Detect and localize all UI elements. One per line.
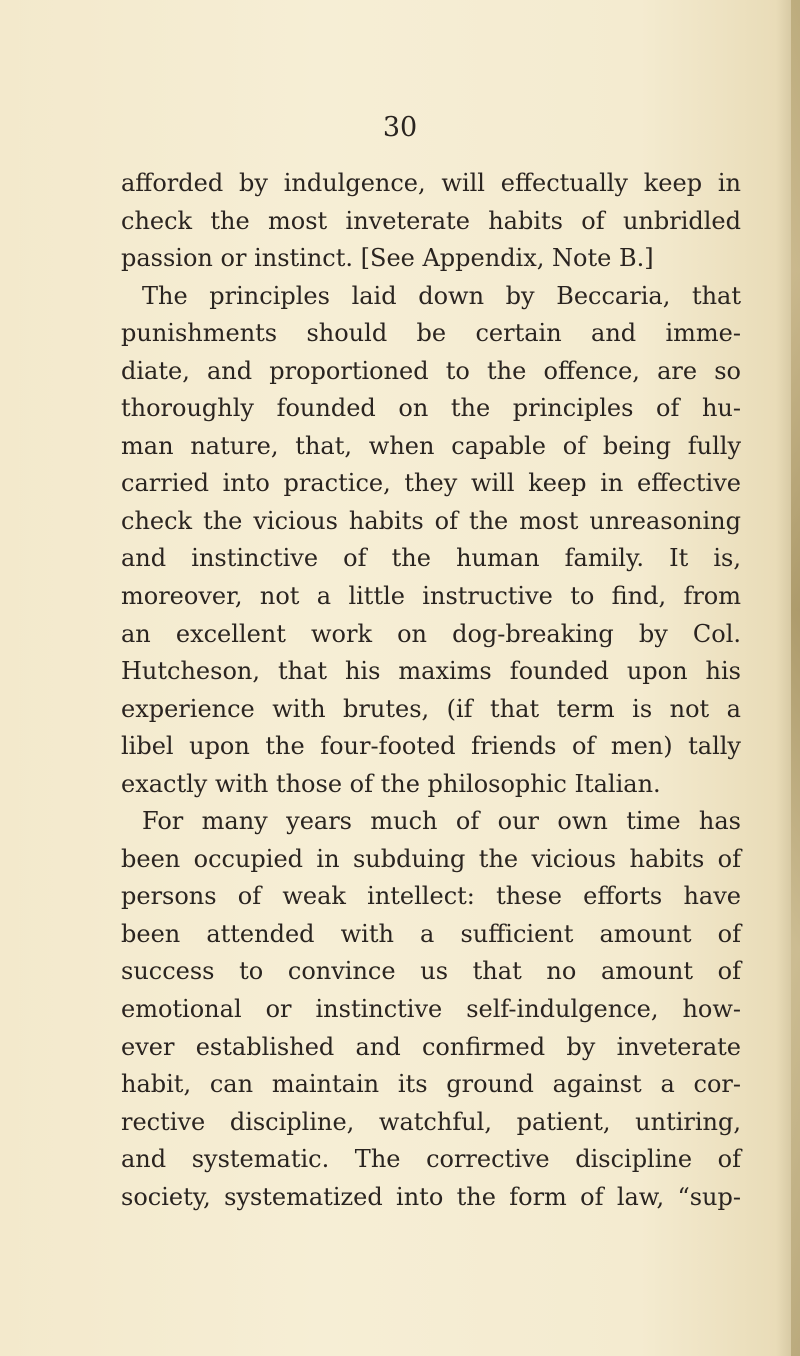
text-line: and instinctive of the human family. It is, (121, 544, 741, 573)
text-line: been occupied in subduing the vicious habits of (121, 844, 741, 873)
text-line: emotional or instinctive self-indulgence, how- (121, 995, 741, 1024)
text-line: habit, can maintain its ground against a cor- (121, 1070, 741, 1099)
text-line: check the vicious habits of the most unreasoning (121, 506, 741, 535)
page-number: 30 (382, 112, 418, 143)
text-line: For many years much of our own time has (142, 807, 741, 836)
text-line: rective discipline, watchful, patient, untiring, (121, 1107, 741, 1136)
text-line: society, systematized into the form of law, “sup- (121, 1182, 741, 1211)
text-line: exactly with those of the philosophic Italian. (121, 769, 661, 798)
text-line: an excellent work on dog-breaking by Col. (121, 619, 741, 648)
text-line: The principles laid down by Beccaria, that (142, 281, 741, 310)
text-line: success to convince us that no amount of (121, 957, 741, 986)
text-line: Hutcheson, that his maxims founded upon his (121, 657, 741, 686)
text-line: afforded by indulgence, will effectually keep in (121, 169, 741, 197)
text-line: libel upon the four-footed friends of men) tally (121, 732, 741, 761)
text-line: experience with brutes, (if that term is not a (121, 694, 741, 723)
text-line: ever established and confirmed by inveterate (121, 1032, 741, 1061)
text-line: check the most inveterate habits of unbridled (121, 206, 741, 235)
text-line: moreover, not a little instructive to find, from (121, 582, 741, 611)
text-line: carried into practice, they will keep in effective (121, 469, 741, 498)
body-text (121, 165, 741, 1216)
text-line: and systematic. The corrective discipline of (121, 1145, 741, 1174)
text-line: been attended with a sufficient amount of (121, 919, 741, 948)
text-line: punishments should be certain and imme- (121, 319, 741, 348)
page-edge-shadow (791, 0, 800, 1356)
text-line: man nature, that, when capable of being fully (121, 431, 741, 460)
text-line: thoroughly founded on the principles of hu- (121, 394, 741, 423)
text-line: persons of weak intellect: these efforts have (121, 882, 741, 911)
text-line: passion or instinct. [See Appendix, Note B.] (121, 244, 654, 273)
text-line: diate, and proportioned to the offence, are so (121, 356, 741, 385)
